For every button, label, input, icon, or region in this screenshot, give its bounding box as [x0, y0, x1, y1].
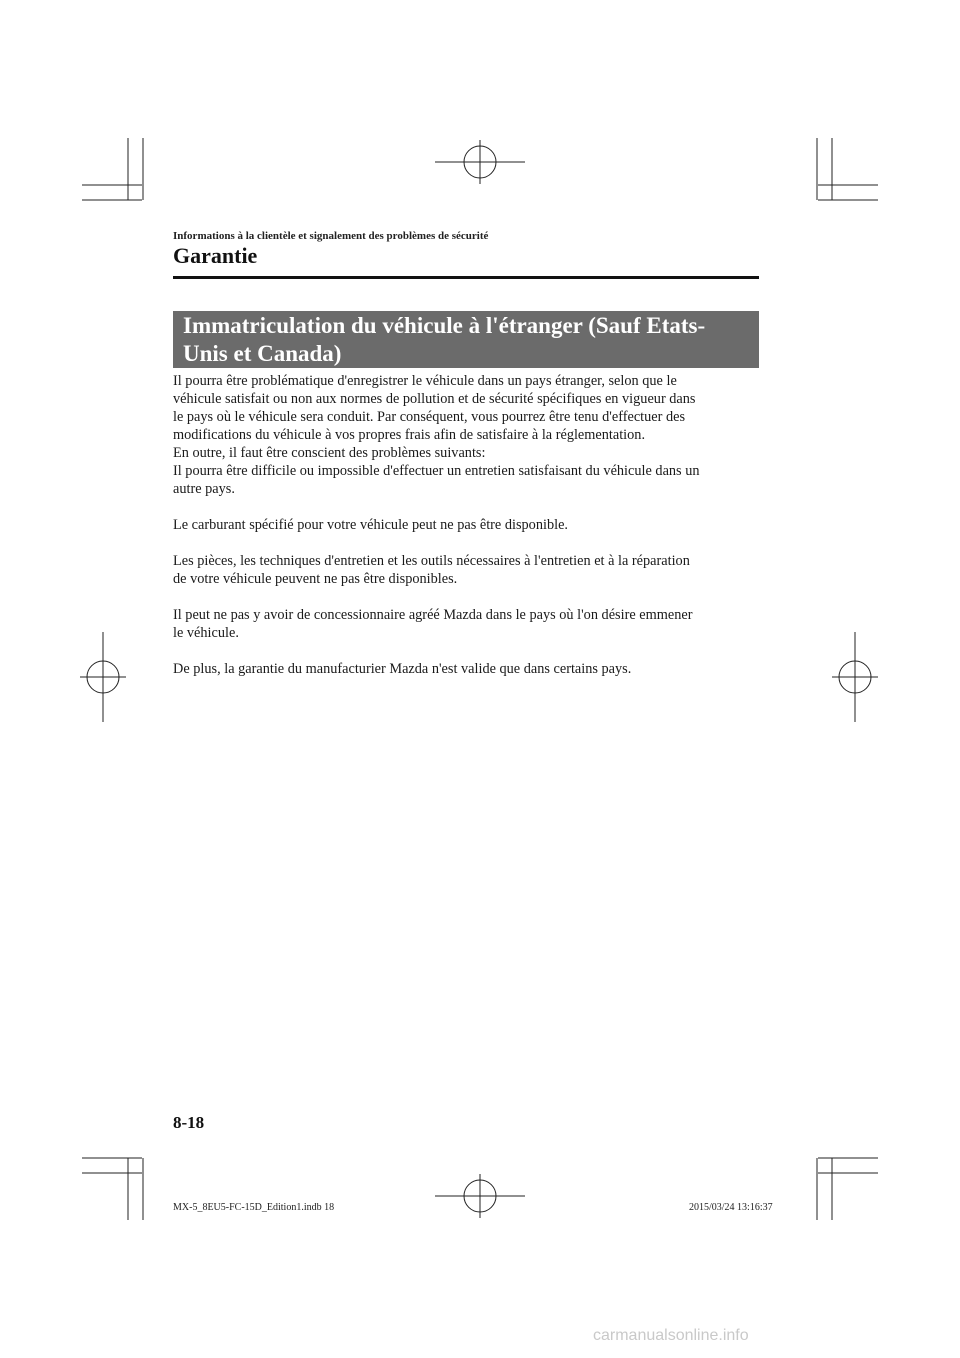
footer-timestamp: 2015/03/24 13:16:37 [689, 1202, 773, 1213]
paragraph-fuel [173, 516, 763, 534]
text-line: véhicule satisfait ou non aux normes de pollution et de sécurité spécifiques en vigueur dans [173, 391, 696, 407]
text-line: de votre véhicule peuvent ne pas être disponibles. [173, 571, 458, 587]
text-line: Il pourra être difficile ou impossible d'effectuer un entretien satisfaisant du véhicule dans un [173, 463, 700, 479]
watermark: carmanualsonline.info [593, 1327, 749, 1344]
topic-heading-line-1: Immatriculation du véhicule à l'étranger (Sauf Etats- [183, 313, 706, 338]
breadcrumb: Informations à la clientèle et signalement des problèmes de sécurité [173, 230, 489, 242]
topic-heading [173, 311, 759, 368]
paragraph-dealer [173, 606, 763, 642]
page-number: 8-18 [173, 1113, 205, 1132]
text-line: autre pays. [173, 481, 235, 497]
paragraph-registration [173, 372, 763, 498]
text-line: Il peut ne pas y avoir de concessionnaire agréé Mazda dans le pays où l'on désire emmener [173, 607, 693, 623]
section-title: Garantie [173, 243, 258, 268]
text-line: Le carburant spécifié pour votre véhicule peut ne pas être disponible. [173, 517, 568, 533]
text-line: En outre, il faut être conscient des problèmes suivants: [173, 445, 486, 461]
text-line: modifications du véhicule à vos propres frais afin de satisfaire à la réglementation. [173, 427, 646, 443]
header-rule [173, 276, 759, 279]
text-line: le véhicule. [173, 625, 239, 641]
paragraph-parts [173, 552, 763, 588]
text-line: De plus, la garantie du manufacturier Mazda n'est valide que dans certains pays. [173, 661, 632, 677]
paragraph-warranty [173, 660, 763, 678]
topic-heading-line-2: Unis et Canada) [183, 341, 342, 366]
text-line: Il pourra être problématique d'enregistrer le véhicule dans un pays étranger, selon que le [173, 373, 677, 389]
body-text [173, 372, 763, 678]
footer-file-info: MX-5_8EU5-FC-15D_Edition1.indb 18 [173, 1202, 335, 1213]
text-line: le pays où le véhicule sera conduit. Par conséquent, vous pourrez être tenu d'effectuer des [173, 409, 686, 425]
text-line: Les pièces, les techniques d'entretien et les outils nécessaires à l'entretien et à la réparation [173, 553, 690, 569]
